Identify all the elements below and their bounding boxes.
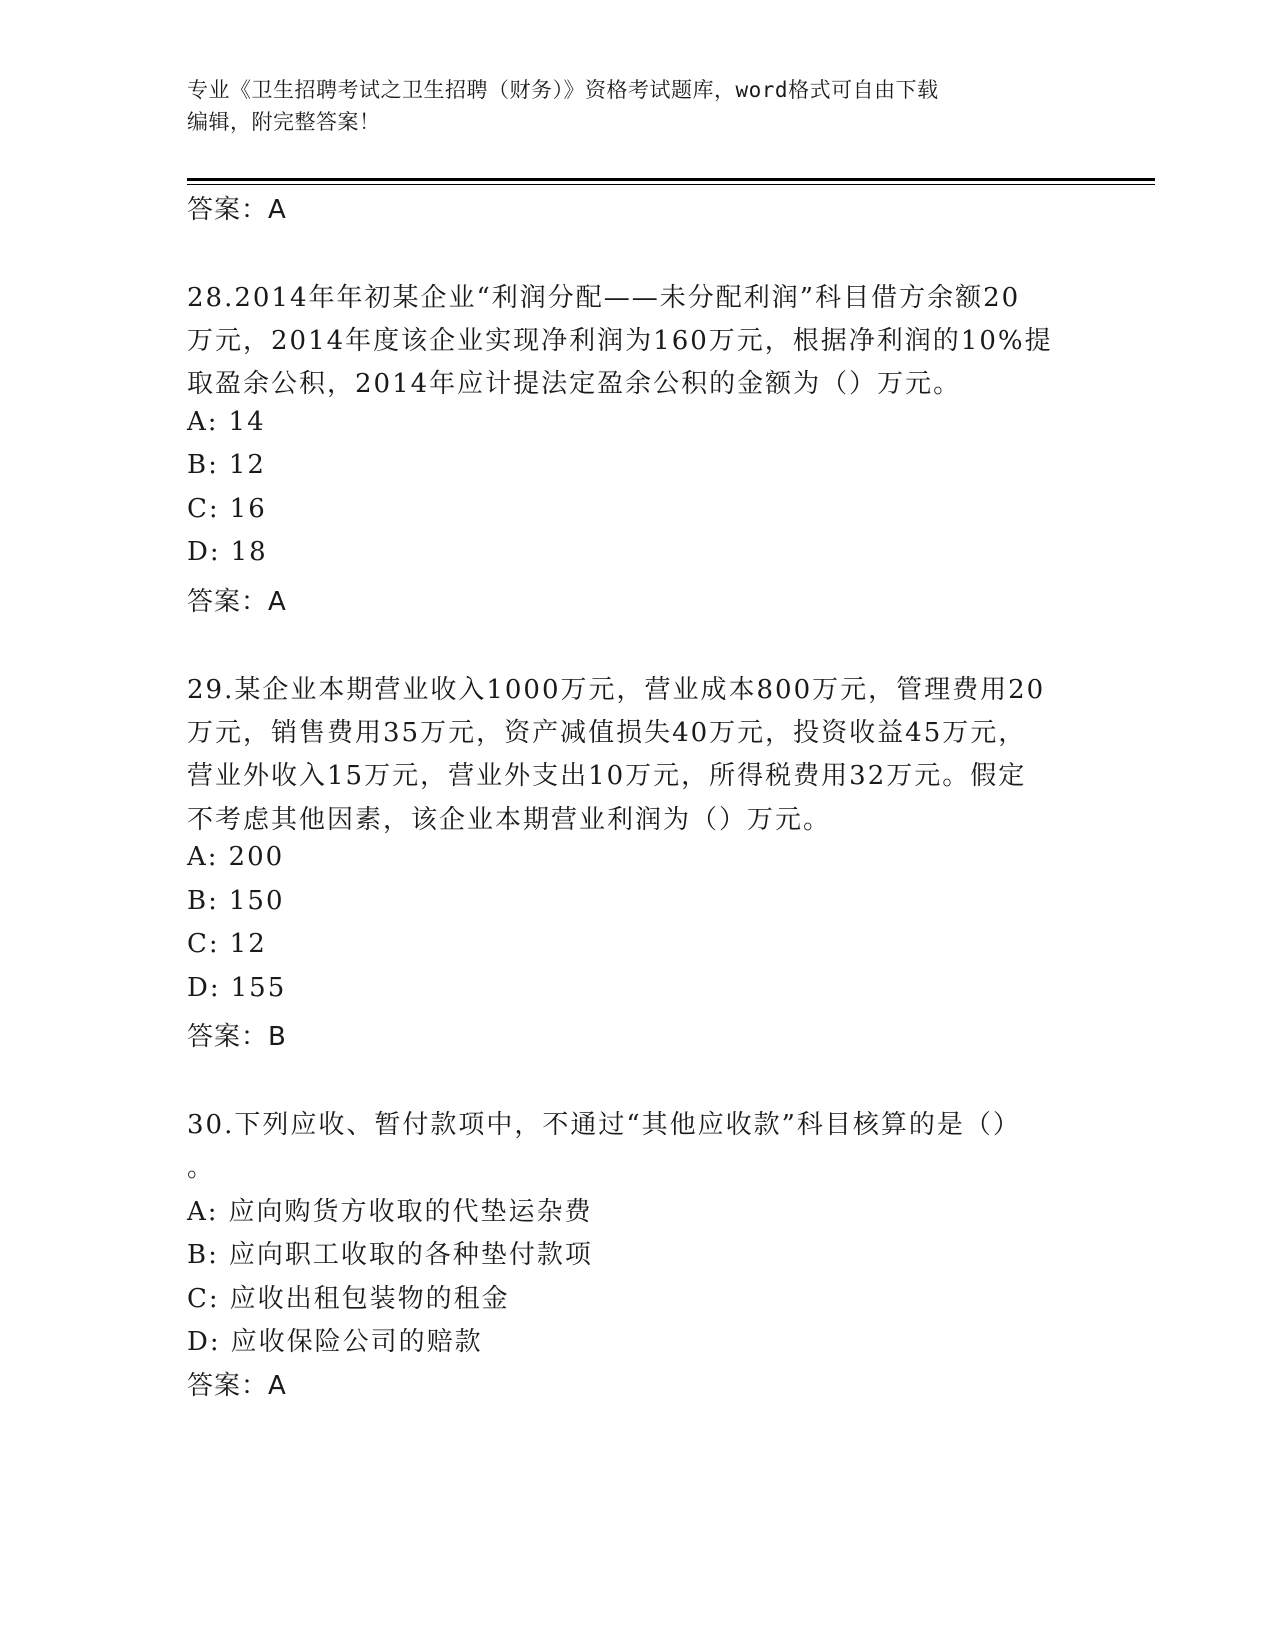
option-key: B:: [187, 886, 219, 916]
question-30-option-a: [187, 1191, 593, 1228]
page-header: [187, 74, 1087, 138]
question-29-line-1: 29.某企业本期营业收入1000万元，营业成本800万元，管理费用20: [187, 675, 1046, 705]
question-29-option-c: [187, 929, 267, 959]
option-key: C:: [187, 1284, 220, 1314]
option-text: 应向购货方收取的代垫运杂费: [228, 1197, 593, 1227]
option-text: 12: [228, 450, 266, 480]
option-text: 150: [228, 886, 285, 916]
option-text: 200: [228, 842, 285, 872]
previous-answer: 答案：A: [187, 195, 287, 225]
option-text: 18: [230, 537, 268, 567]
question-29-option-a: [187, 842, 284, 872]
option-text: 应收保险公司的赔款: [230, 1327, 483, 1357]
option-key: C:: [187, 929, 220, 959]
question-29-line-3: 营业外收入15万元，营业外支出10万元，所得税费用32万元。假定: [187, 761, 1027, 791]
question-28-option-a: [187, 407, 266, 437]
question-30-option-b: [187, 1234, 593, 1271]
option-key: D:: [187, 537, 221, 567]
question-30-line-1: 30.下列应收、暂付款项中，不通过“其他应收款”科目核算的是（）: [187, 1110, 1021, 1140]
question-29-line-2: 万元，销售费用35万元，资产减值损失40万元，投资收益45万元，: [187, 718, 1027, 748]
header-line-1: 专业《卫生招聘考试之卫生招聘（财务）》资格考试题库，word格式可自由下载: [187, 78, 939, 102]
header-divider-thick: [187, 178, 1155, 181]
question-28-option-d: [187, 537, 268, 567]
option-key: A:: [187, 842, 219, 872]
question-28-line-3: 取盈余公积，2014年应计提法定盈余公积的金额为（）万元。: [187, 369, 962, 399]
option-key: B:: [187, 450, 219, 480]
option-text: 155: [230, 973, 287, 1003]
option-text: 应向职工收取的各种垫付款项: [228, 1240, 593, 1270]
option-key: A:: [187, 407, 219, 437]
question-30-option-c: [187, 1278, 510, 1315]
option-text: 应收出租包装物的租金: [229, 1284, 510, 1314]
question-29-line-4: 不考虑其他因素，该企业本期营业利润为（）万元。: [187, 805, 832, 835]
option-key: A:: [187, 1197, 219, 1227]
option-key: D:: [187, 1327, 221, 1357]
question-30-option-d: [187, 1321, 483, 1358]
option-key: C:: [187, 494, 220, 524]
header-line-2: 编辑，附完整答案！: [187, 110, 381, 134]
question-30-line-2: 。: [187, 1153, 216, 1183]
option-text: 16: [229, 494, 267, 524]
question-28-answer: 答案：A: [187, 587, 287, 617]
option-text: 12: [229, 929, 267, 959]
option-key: B:: [187, 1240, 219, 1270]
question-30-answer: 答案：A: [187, 1371, 287, 1401]
header-divider-thin: [187, 184, 1155, 185]
question-28-option-c: [187, 494, 267, 524]
question-29-option-d: [187, 973, 286, 1003]
question-29-option-b: [187, 886, 285, 916]
option-key: D:: [187, 973, 221, 1003]
question-28-option-b: [187, 450, 266, 480]
question-28-line-2: 万元，2014年度该企业实现净利润为160万元，根据净利润的10%提: [187, 326, 1053, 356]
question-29-answer: 答案：B: [187, 1022, 287, 1052]
question-28-line-1: 28.2014年年初某企业“利润分配——未分配利润”科目借方余额20: [187, 283, 1021, 313]
option-text: 14: [228, 407, 266, 437]
